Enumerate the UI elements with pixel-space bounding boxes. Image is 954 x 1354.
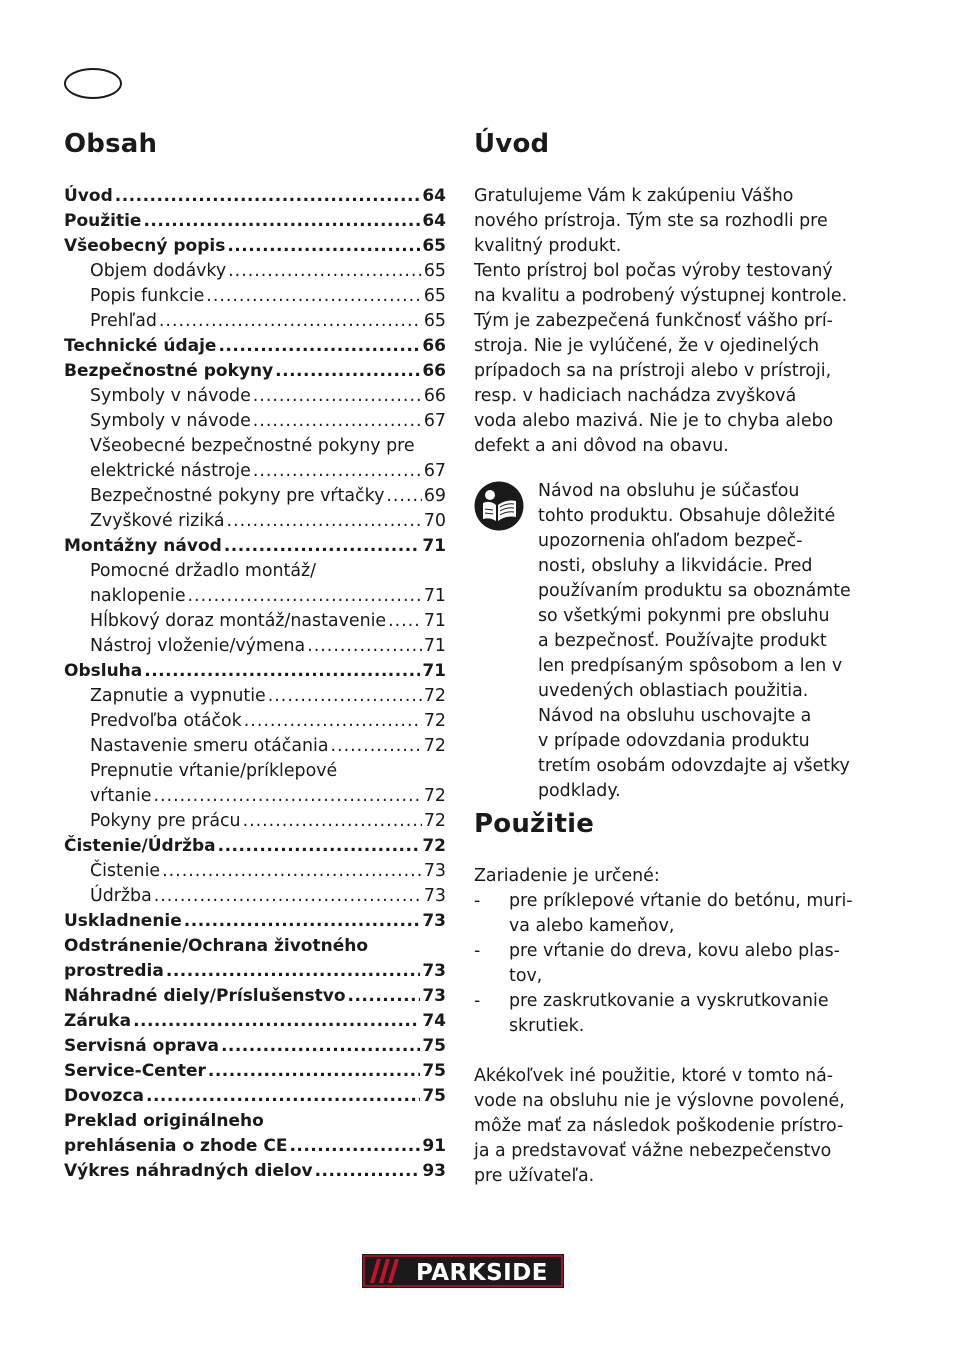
notice-line: upozornenia ohľadom bezpeč-	[538, 531, 803, 551]
toc-entry[interactable]	[64, 659, 446, 684]
use-list-item	[474, 989, 864, 1039]
notice-line: uvedených oblastiach použitia.	[538, 681, 809, 701]
toc-entry-title: Pokyny pre prácu	[90, 811, 241, 831]
intro-line: Tým je zabezpečená funkčnosť vášho prí-	[474, 311, 833, 331]
intro-line: prípadoch sa na prístroji alebo v prístroji,	[474, 361, 832, 381]
notice-line: Návod na obsluhu uschovajte a	[538, 706, 812, 726]
toc-entry-line1[interactable]: Preklad originálneho	[64, 1111, 264, 1131]
use-lead: Zariadenie je určené:	[474, 866, 660, 886]
toc-leader-dots	[218, 334, 420, 359]
brand-name: PARKSIDE	[415, 1260, 549, 1286]
toc-entry-title: Objem dodávky	[90, 261, 227, 281]
toc-entry-page: 72	[423, 811, 446, 831]
intro-line: Tento prístroj bol počas výroby testovaný	[474, 261, 833, 281]
toc-entry-title: Hĺbkový doraz montáž/nastavenie	[90, 611, 387, 631]
toc-leader-dots	[188, 584, 422, 609]
toc-list	[64, 184, 446, 1184]
toc-entry-title: naklopenie	[90, 586, 186, 606]
toc-entry-page: 67	[423, 411, 446, 431]
toc-entry-title: Zvyškové riziká	[90, 511, 225, 531]
notice-line: v prípade odovzdania produktu	[538, 731, 810, 751]
intro-line: resp. v hadiciach nachádza zvyšková	[474, 386, 797, 406]
toc-entry-title: Technické údaje	[64, 336, 217, 356]
toc-leader-dots	[253, 409, 422, 434]
read-manual-icon	[474, 481, 524, 531]
toc-entry[interactable]	[64, 359, 446, 384]
toc-entry-title: Symboly v návode	[90, 411, 251, 431]
toc-entry-title: Predvoľba otáčok	[90, 711, 242, 731]
intro-paragraph	[474, 184, 864, 459]
intro-line: kvalitný produkt.	[474, 236, 622, 256]
toc-entry-title: prostredia	[64, 961, 164, 981]
toc-entry[interactable]	[64, 1009, 446, 1034]
intro-heading: Úvod	[474, 129, 550, 159]
use-item-line: tov,	[509, 966, 543, 986]
use-warning	[474, 1064, 864, 1189]
toc-leader-dots	[224, 534, 421, 559]
toc-entry-page: 71	[422, 536, 446, 556]
toc-entry-page: 73	[423, 886, 446, 906]
toc-entry[interactable]	[64, 334, 446, 359]
list-dash: -	[474, 941, 481, 961]
toc-leader-dots	[228, 259, 422, 284]
toc-leader-dots	[143, 209, 420, 234]
toc-entry-title: Symboly v návode	[90, 386, 251, 406]
intro-line: Gratulujeme Vám k zakúpeniu Vášho	[474, 186, 794, 206]
use-item-line: va alebo kameňov,	[509, 916, 675, 936]
use-item-line: pre zaskrutkovanie a vyskrutkovanie	[509, 991, 829, 1011]
toc-entry[interactable]	[64, 734, 446, 759]
toc-entry[interactable]	[64, 909, 446, 934]
notice-line: Návod na obsluhu je súčasťou	[538, 481, 800, 501]
toc-entry-title: elektrické nástroje	[90, 461, 251, 481]
toc-entry[interactable]	[64, 1134, 446, 1159]
toc-entry[interactable]	[64, 184, 446, 209]
toc-entry[interactable]	[64, 584, 446, 609]
toc-leader-dots	[115, 184, 421, 209]
language-badge	[64, 68, 122, 99]
notice-line: tretím osobám odovzdajte aj všetky	[538, 756, 850, 776]
toc-entry-title: Všeobecný popis	[64, 236, 226, 256]
toc-leader-dots	[253, 384, 422, 409]
toc-entry-page: 70	[423, 511, 446, 531]
toc-entry-page: 67	[423, 461, 446, 481]
toc-entry[interactable]	[64, 459, 446, 484]
toc-entry-page: 71	[423, 586, 446, 606]
warning-line: Akékoľvek iné použitie, ktoré v tomto ná-	[474, 1066, 834, 1086]
table-of-contents	[64, 124, 446, 1184]
toc-leader-dots	[206, 284, 422, 309]
toc-leader-dots	[154, 884, 422, 909]
intro-line: defekt a ani dôvod na obavu.	[474, 436, 729, 456]
toc-entry[interactable]	[64, 809, 446, 834]
content-column	[474, 124, 864, 1189]
toc-entry-page: 74	[422, 1011, 446, 1031]
toc-entry[interactable]	[64, 834, 446, 859]
toc-leader-dots	[289, 1134, 420, 1159]
toc-entry-title: Bezpečnostné pokyny	[64, 361, 274, 381]
notice-line: tohto produktu. Obsahuje dôležité	[538, 506, 836, 526]
toc-entry-page: 72	[423, 786, 446, 806]
warning-line: môže mať za následok poškodenie prístro-	[474, 1116, 844, 1136]
toc-entry[interactable]	[64, 859, 446, 884]
toc-leader-dots	[275, 359, 420, 384]
toc-entry-page: 66	[422, 361, 446, 381]
toc-entry-page: 72	[423, 711, 446, 731]
notice-line: používaním produktu sa oboznámte	[538, 581, 851, 601]
manual-notice	[474, 479, 864, 804]
intro-line: voda alebo mazivá. Nie je to chyba alebo	[474, 411, 834, 431]
toc-leader-dots	[133, 1009, 420, 1034]
warning-line: pre užívateľa.	[474, 1166, 595, 1186]
toc-leader-dots	[146, 1084, 420, 1109]
toc-leader-dots	[388, 609, 422, 634]
notice-line: so všetkými pokynmi pre obsluhu	[538, 606, 830, 626]
toc-entry-title: Dovozca	[64, 1086, 144, 1106]
notice-line: nosti, obsluhy a likvidácie. Pred	[538, 556, 813, 576]
intro-line: na kvalitu a podrobený výstupnej kontrole.	[474, 286, 848, 306]
toc-entry-page: 91	[422, 1136, 446, 1156]
toc-entry[interactable]	[64, 484, 446, 509]
toc-entry[interactable]	[64, 984, 446, 1009]
toc-entry-title: Nástroj vloženie/výmena	[90, 636, 306, 656]
toc-entry-page: 65	[423, 286, 446, 306]
toc-entry-page: 66	[423, 386, 446, 406]
toc-entry-title: Popis funkcie	[90, 286, 205, 306]
toc-entry-title: Údržba	[90, 886, 152, 906]
use-heading: Použitie	[474, 809, 595, 839]
toc-entry-title: Náhradné diely/Príslušenstvo	[64, 986, 346, 1006]
toc-entry-line1[interactable]: Prepnutie vŕtanie/príklepové	[90, 761, 338, 781]
toc-leader-dots	[221, 1034, 420, 1059]
toc-entry-title: Servisná oprava	[64, 1036, 219, 1056]
toc-entry[interactable]	[64, 609, 446, 634]
toc-entry-page: 93	[422, 1161, 446, 1181]
notice-line: len predpísaným spôsobom a len v	[538, 656, 843, 676]
toc-entry-title: vŕtanie	[90, 786, 152, 806]
use-item-line: skrutiek.	[509, 1016, 585, 1036]
toc-entry[interactable]	[64, 709, 446, 734]
warning-line: ja a predstavovať vážne nebezpečenstvo	[474, 1141, 832, 1161]
notice-line: a bezpečnosť. Používajte produkt	[538, 631, 827, 651]
toc-entry[interactable]	[64, 209, 446, 234]
manual-notice-text	[538, 479, 851, 804]
toc-leader-dots	[162, 859, 422, 884]
toc-entry[interactable]	[64, 409, 446, 434]
toc-entry-title: Uskladnenie	[64, 911, 182, 931]
use-list	[474, 889, 864, 1039]
toc-entry[interactable]	[64, 309, 446, 334]
toc-leader-dots	[159, 309, 422, 334]
toc-entry[interactable]	[64, 784, 446, 809]
toc-entry[interactable]	[64, 959, 446, 984]
toc-leader-dots	[166, 959, 420, 984]
toc-entry[interactable]	[64, 1059, 446, 1084]
toc-entry[interactable]	[64, 884, 446, 909]
list-dash: -	[474, 891, 481, 911]
toc-leader-dots	[227, 509, 422, 534]
parkside-logo	[360, 1252, 566, 1290]
toc-entry-page: 71	[423, 636, 446, 656]
toc-entry-title: Prehľad	[90, 311, 157, 331]
toc-leader-dots	[144, 659, 420, 684]
toc-entry-page: 69	[423, 486, 446, 506]
toc-entry-title: Výkres náhradných dielov	[64, 1161, 313, 1181]
toc-heading: Obsah	[64, 129, 158, 159]
warning-line: vode na obsluhu nie je výslovne povolené,	[474, 1091, 845, 1111]
toc-leader-dots	[315, 1159, 421, 1184]
toc-entry-title: Service-Center	[64, 1061, 206, 1081]
toc-leader-dots	[386, 484, 421, 509]
toc-entry-page: 73	[422, 911, 446, 931]
toc-entry-page: 75	[422, 1086, 446, 1106]
toc-entry-page: 66	[422, 336, 446, 356]
toc-entry-page: 65	[422, 236, 446, 256]
toc-entry-title: Úvod	[64, 186, 113, 206]
toc-entry[interactable]	[64, 509, 446, 534]
toc-entry-page: 71	[423, 611, 446, 631]
list-dash: -	[474, 991, 481, 1011]
toc-entry-title: Čistenie/Údržba	[64, 836, 216, 856]
toc-entry-page: 65	[423, 261, 446, 281]
toc-entry-page: 64	[422, 211, 446, 231]
toc-entry[interactable]	[64, 234, 446, 259]
toc-leader-dots	[307, 634, 422, 659]
toc-entry-line1[interactable]: Pomocné držadlo montáž/	[90, 561, 316, 581]
toc-entry-page: 75	[422, 1061, 446, 1081]
notice-line: podklady.	[538, 781, 621, 801]
toc-entry-page: 73	[422, 961, 446, 981]
toc-entry-page: 65	[423, 311, 446, 331]
toc-entry-title: Záruka	[64, 1011, 132, 1031]
use-item-line: pre príklepové vŕtanie do betónu, muri-	[509, 891, 853, 911]
toc-entry[interactable]	[64, 1159, 446, 1184]
toc-entry-page: 72	[423, 686, 446, 706]
toc-leader-dots	[153, 784, 421, 809]
toc-entry[interactable]	[64, 684, 446, 709]
toc-entry[interactable]	[64, 1084, 446, 1109]
toc-leader-dots	[218, 834, 421, 859]
toc-entry-title: Bezpečnostné pokyny pre vŕtačky	[90, 486, 385, 506]
intro-line: nového prístroja. Tým ste sa rozhodli pre	[474, 211, 828, 231]
toc-entry-page: 71	[422, 661, 446, 681]
toc-entry-title: Nastavenie smeru otáčania	[90, 736, 329, 756]
toc-leader-dots	[244, 709, 422, 734]
toc-entry-page: 72	[423, 736, 446, 756]
toc-leader-dots	[348, 984, 421, 1009]
use-list-item	[474, 939, 864, 989]
toc-leader-dots	[253, 459, 422, 484]
toc-entry-line1[interactable]: Odstránenie/Ochrana životného	[64, 936, 369, 956]
toc-leader-dots	[227, 234, 420, 259]
toc-entry[interactable]	[64, 284, 446, 309]
toc-entry-title: Čistenie	[90, 861, 161, 881]
toc-entry-title: Obsluha	[64, 661, 143, 681]
toc-entry[interactable]	[64, 534, 446, 559]
toc-entry-page: 73	[422, 986, 446, 1006]
toc-entry-page: 73	[423, 861, 446, 881]
toc-leader-dots	[331, 734, 422, 759]
use-item-line: pre vŕtanie do dreva, kovu alebo plas-	[509, 941, 840, 961]
toc-entry[interactable]	[64, 259, 446, 284]
toc-entry[interactable]	[64, 634, 446, 659]
toc-entry-title: Použitie	[64, 211, 142, 231]
toc-entry-page: 64	[422, 186, 446, 206]
toc-entry[interactable]	[64, 1034, 446, 1059]
toc-entry-title: Montážny návod	[64, 536, 222, 556]
toc-leader-dots	[208, 1059, 420, 1084]
toc-entry[interactable]	[64, 384, 446, 409]
use-list-item	[474, 889, 864, 939]
toc-entry-title: Zapnutie a vypnutie	[90, 686, 266, 706]
toc-entry-page: 72	[422, 836, 446, 856]
toc-leader-dots	[268, 684, 422, 709]
toc-leader-dots	[184, 909, 421, 934]
toc-leader-dots	[243, 809, 422, 834]
toc-entry-title: prehlásenia o zhode CE	[64, 1136, 288, 1156]
toc-entry-page: 75	[422, 1036, 446, 1056]
intro-line: stroja. Nie je vylúčené, že v ojedinelých	[474, 336, 820, 356]
toc-entry-line1[interactable]: Všeobecné bezpečnostné pokyny pre	[90, 436, 415, 456]
